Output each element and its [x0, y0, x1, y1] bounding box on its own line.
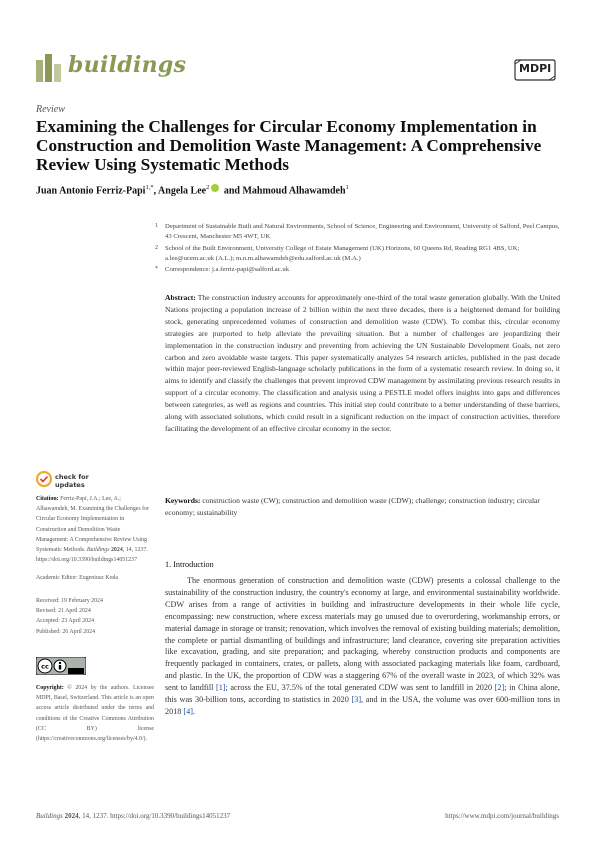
orcid-icon[interactable]	[211, 184, 219, 192]
check-for-updates-line: updates	[55, 481, 85, 489]
affiliation	[155, 222, 560, 241]
citation-link[interactable]: [2]	[494, 683, 505, 693]
copyright-label: Copyright:	[36, 685, 64, 691]
citation-block: Citation: Ferriz-Papi, J.A.; Lee, A.; Alhawamdeh, M. Examining the Challenges for Circular Economy Implementation in Construction and Demolition Waste Management: A Comprehensive Review Using Systematic Methods. Buildings 2024, 14, 1237. https://doi.org/10.3390/buildings14051237	[36, 496, 150, 564]
author-list	[36, 184, 556, 196]
keywords-text: construction waste (CW); construction and demolition waste (CDW); challenge; construction industry; circular economy; sustainability	[165, 496, 540, 517]
introduction-body	[165, 575, 560, 718]
article-title: Examining the Challenges for Circular Economy Implementation in Construction and Demolition Waste Management: A Comprehensive Review Using Systematic Methods	[36, 117, 542, 174]
affiliation-number: 1	[155, 223, 158, 229]
paragraph-text: The enormous generation of construction and demolition waste (CDW) presents a colossal challenge to the sustainability of the construction industry, the country's economy at large, and environmental sustainability worldwide. CDW arises from a range of activities in building and infrastructure developments in their whole life cycle, encompassing: new construction, where excess materials may go unused due to overordering, workmanship errors, or material damage in storage or transit; renovation, which involves the removal of existing building materials; demolition, the complete or partial dismantling of buildings and infrastructure; land clearance, covering site preparation activities like excavation, grading, and site preparation; and packaging, whereby construction products and components are frequently packaged in containers, crates, or pallets, along with associated packaging materials like foam, cardboard, and plastic. In the UK, the proportion of CDW was a staggering 67% of the overall waste in 2023, of which 32% was sent to landfill	[165, 576, 560, 693]
accepted-date: Accepted: 23 April 2024	[36, 618, 95, 625]
footer-journal: Buildings	[36, 812, 63, 820]
paragraph-text: .	[192, 706, 196, 716]
correspondence[interactable]: Correspondence: j.a.ferriz-papi@salford.ac.uk	[165, 266, 290, 273]
abstract	[165, 292, 560, 435]
footer-journal-url[interactable]: https://www.mdpi.com/journal/buildings	[445, 812, 559, 820]
check-for-updates-line: check for	[55, 473, 89, 481]
journal-name: buildings	[68, 52, 187, 78]
article-type: Review	[36, 104, 65, 115]
citation-link[interactable]: [3]	[351, 695, 362, 705]
cc-by-license-icon[interactable]	[36, 657, 86, 675]
author-separator: and	[221, 185, 243, 197]
svg-text:cc: cc	[41, 662, 49, 671]
footer-doi[interactable]: , 14, 1237. https://doi.org/10.3390/buildings14051237	[78, 812, 231, 820]
affiliation	[155, 265, 560, 275]
citation-journal: Buildings	[86, 547, 110, 554]
abstract-label: Abstract:	[165, 293, 196, 302]
dates-block	[36, 596, 154, 637]
author-affiliation-mark: 1,*	[145, 184, 154, 191]
paragraph	[165, 575, 560, 718]
keywords-label: Keywords:	[165, 496, 201, 505]
abstract-text: The construction industry accounts for approximately one-third of the total waste generation globally. With the United Nations projecting a population increase of 2 billion within the next three decades, there is a heightened demand for building stock, generating unprecedented volumes of construction and demolition waste (CDW). To combat this, circular economy strategies are purported to help alleviate the prevailing situation. But a number of challenges are jeopardizing their implementation in the construction industry and preventing from achieving the UN Sustainable Development Goals, net zero carbon and zero avoidable waste targets. This paper systematically analyzes 54 research articles, published in the past decade within major peer-reviewed English-language scholarly publications in the form of a systematic research review. In doing so, it aims to identify and classify the challenges that prevent improved CDW management by assimilating previous research results in support of a circular economy. The classification and analysis using a PESTLE model offers insights into gaps and differences between categories, as well as regions and countries. This initial step could contribute to a better understanding of these barriers, along with associated solutions, which could result in a significant reduction on the impact of construction activities, therefore facilitating the development of an effective circular economy in the sector.	[165, 293, 560, 433]
buildings-logo-icon	[36, 52, 62, 82]
author-separator: ,	[153, 185, 159, 197]
received-date: Received: 19 February 2024	[36, 598, 103, 604]
author-name[interactable]: Juan Antonio Ferriz-Papi	[36, 185, 146, 197]
published-date: Published: 26 April 2024	[36, 628, 96, 635]
author-name[interactable]: Angela Lee	[158, 185, 207, 197]
copyright-text: © 2024 by the authors. Licensee MDPI, Basel, Switzerland. This article is an open access article distributed under the terms and conditions of the Creative Commons Attribution (CC BY) license (https://creativecommons.org/licenses/by/4.0/).	[36, 685, 154, 743]
citation-link[interactable]: [1]	[215, 683, 226, 693]
section-heading: 1. Introduction	[165, 560, 214, 569]
check-for-updates-label[interactable]	[55, 473, 89, 489]
copyright-block	[36, 683, 154, 744]
citation-label: Citation:	[36, 496, 59, 502]
revised-date: Revised: 21 April 2024	[36, 608, 91, 615]
affiliation-number: 2	[155, 245, 158, 251]
affiliation	[155, 244, 560, 263]
affiliation-number: *	[155, 266, 158, 272]
citation-text: Ferriz-Papi, J.A.; Lee, A.; Alhawamdeh, M. Examining the Challenges for Circular Economy Implementation in Construction and Demolition Waste Management: A Comprehensive Review Using Systematic Methods.	[36, 496, 150, 554]
check-for-updates-icon[interactable]	[36, 470, 52, 488]
footer-citation	[36, 812, 230, 820]
paragraph-text: ; across the EU, 37.5% of the total generated CDW was sent to landfill in 2020	[225, 683, 495, 693]
affiliation-text: Department of Sustainable Built and Natural Environments, School of Science, Engineering and Environment, University of Salford, Peel Campus, 43 Crescent, Manchester M5 4WT, UK	[165, 223, 560, 240]
citation-year: 2024	[110, 547, 123, 554]
publisher-name: MDPI	[519, 62, 552, 75]
author-affiliation-mark: 1	[345, 184, 349, 191]
keywords	[165, 495, 560, 519]
paragraph-text: ; in China alone, this was 30-billion tons, according to statistics in 2020	[165, 683, 560, 705]
citation-doi[interactable]: 14, 1237. https://doi.org/10.3390/buildings14051237	[36, 547, 148, 564]
paragraph-text: , and in the USA, the volume was over 600-million tons in 2018	[165, 695, 560, 716]
affiliation-text: School of the Built Environment, University College of Estate Management (UK) Horizons, 60 Queens Rd, Reading RG1 4BS, UK; a.lee@ucem.ac.uk (A.L.); m.n.m.alhawamdeh@edu.salford.ac.uk (M.A.)	[165, 245, 520, 262]
citation-link[interactable]: [4]	[183, 706, 193, 716]
footer-year: 2024	[64, 812, 79, 820]
academic-editor: Academic Editor: Eugeniusz Koda	[36, 575, 118, 581]
author-name[interactable]: Mahmoud Alhawamdeh	[242, 185, 346, 197]
author-affiliation-mark: 2	[206, 184, 210, 191]
